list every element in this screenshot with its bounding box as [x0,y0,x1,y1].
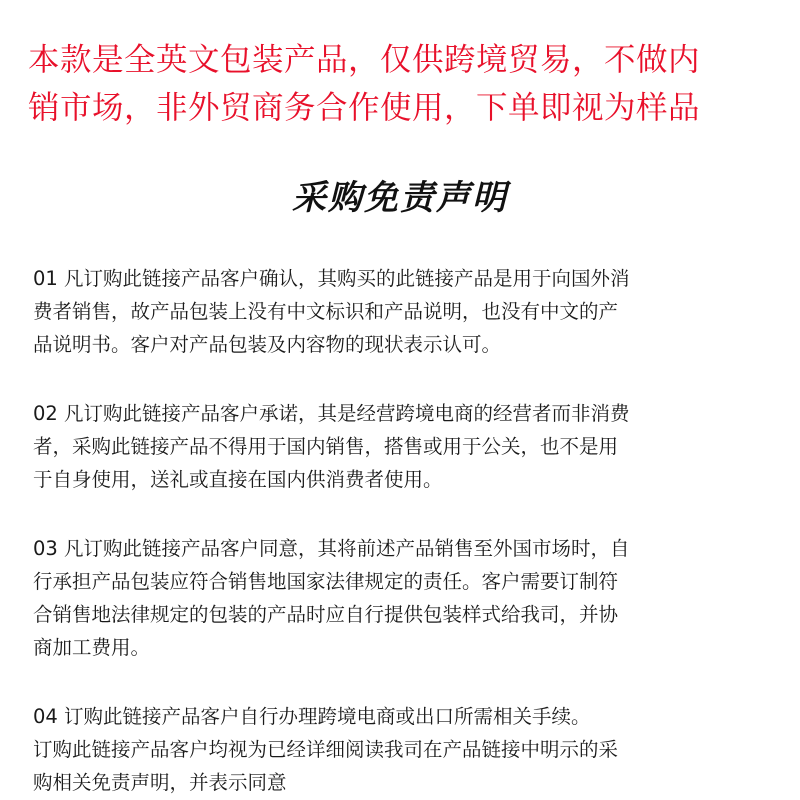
clause-03 [33,532,773,664]
clause-line: 于自身使用，送礼或直接在国内供消费者使用。 [33,468,443,491]
disclaimer-body [33,262,773,799]
clause-line: 购相关免责声明，并表示同意 [33,771,287,794]
notice-banner [28,36,780,132]
clause-line: 订购此链接产品客户均视为已经详细阅读我司在产品链接中明示的采 [33,738,619,761]
clause-02 [33,397,773,496]
clause-line: 01 凡订购此链接产品客户确认，其购买的此链接产品是用于向国外消 [33,267,630,290]
clause-04 [33,700,773,799]
clause-line: 者，采购此链接产品不得用于国内销售，搭售或用于公关，也不是用 [33,435,619,458]
clause-line: 品说明书。客户对产品包装及内容物的现状表示认可。 [33,333,502,356]
clause-01 [33,262,773,361]
clause-line: 04 订购此链接产品客户自行办理跨境电商或出口所需相关手续。 [33,705,591,728]
clause-line: 商加工费用。 [33,636,151,659]
clause-line: 03 凡订购此链接产品客户同意，其将前述产品销售至外国市场时，自 [33,537,630,560]
page-title: 采购免责声明 [292,178,508,218]
banner-line-1: 本款是全英文包装产品，仅供跨境贸易，不做内 [28,42,701,78]
clause-line: 费者销售，故产品包装上没有中文标识和产品说明，也没有中文的产 [33,300,619,323]
clause-line: 合销售地法律规定的包装的产品时应自行提供包装样式给我司，并协 [33,603,619,626]
clause-line: 行承担产品包装应符合销售地国家法律规定的责任。客户需要订制符 [33,570,619,593]
clause-line: 02 凡订购此链接产品客户承诺，其是经营跨境电商的经营者而非消费 [33,402,630,425]
banner-line-2: 销市场，非外贸商务合作使用，下单即视为样品 [28,90,701,126]
